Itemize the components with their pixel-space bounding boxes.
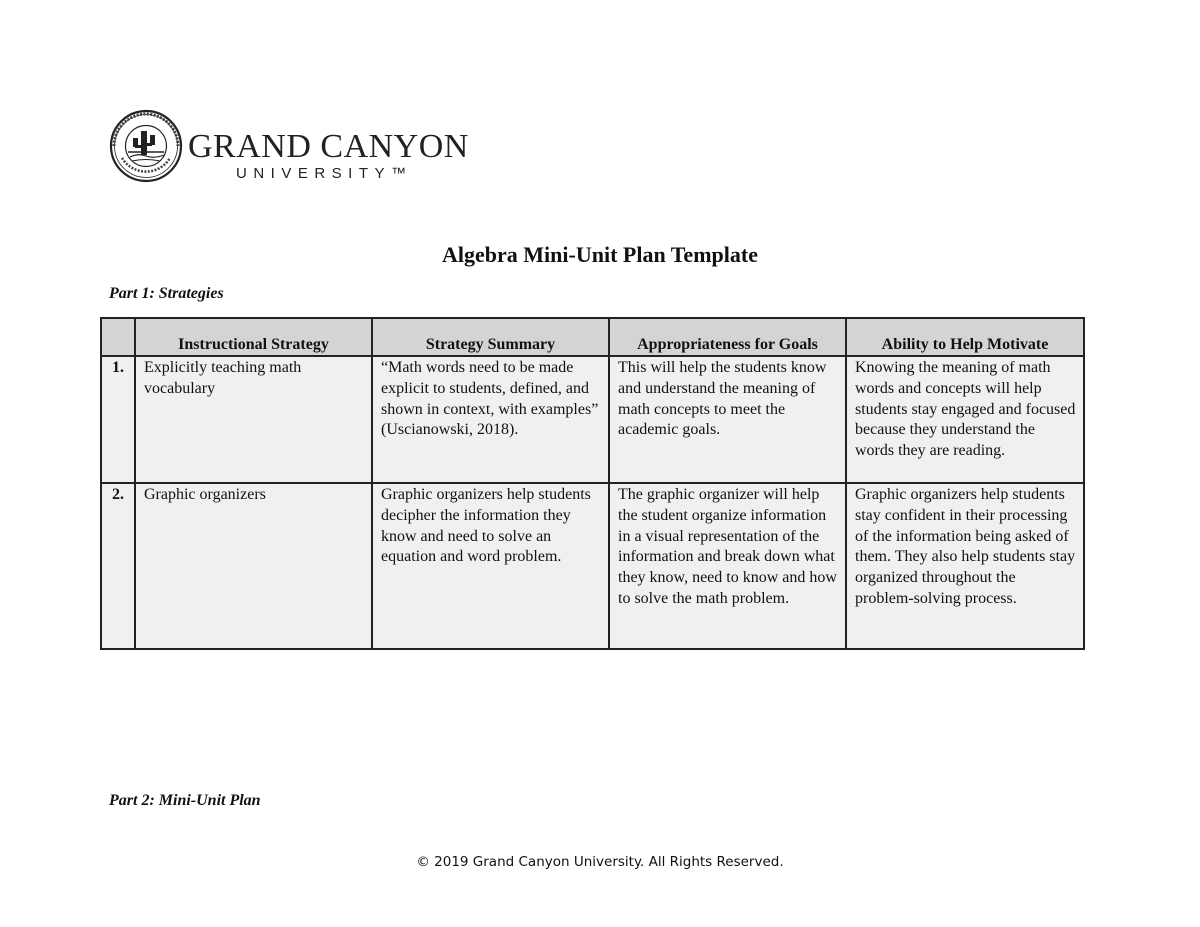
- cell-motivate: Graphic organizers help students stay confident in their processing of the information being asked of them. They also help students stay organized throughout the problem-solving process.: [846, 483, 1084, 649]
- cell-goals: The graphic organizer will help the student organize information in a visual representation of the information and break down what they know, need to know and how to solve the math problem.: [609, 483, 846, 649]
- university-logo: [108, 108, 469, 186]
- cell-motivate: Knowing the meaning of math words and concepts will help students stay engaged and focused because they understand the words they are reading.: [846, 356, 1084, 483]
- header-number: [101, 318, 135, 356]
- cell-strategy: Graphic organizers: [135, 483, 372, 649]
- table-header-row: [101, 318, 1084, 356]
- row-number: 1.: [101, 356, 135, 483]
- table-row: [101, 356, 1084, 483]
- logo-subtitle: UNIVERSITY™: [236, 165, 413, 182]
- table-row: [101, 483, 1084, 649]
- part1-heading: Part 1: Strategies: [109, 285, 224, 302]
- header-appropriateness-for-goals: Appropriateness for Goals: [609, 318, 846, 356]
- document-title: Algebra Mini-Unit Plan Template: [442, 242, 758, 267]
- university-seal-icon: [108, 108, 184, 184]
- header-strategy-summary: Strategy Summary: [372, 318, 609, 356]
- copyright-footer: © 2019 Grand Canyon University. All Rights Reserved.: [416, 854, 784, 870]
- cell-strategy: Explicitly teaching math vocabulary: [135, 356, 372, 483]
- header-ability-to-help-motivate: Ability to Help Motivate: [846, 318, 1084, 356]
- cell-goals: This will help the students know and understand the meaning of math concepts to meet the academic goals.: [609, 356, 846, 483]
- cell-summary: “Math words need to be made explicit to students, defined, and shown in context, with examples” (Uscianowski, 2018).: [372, 356, 609, 483]
- logo-wordmark: GRAND CANYON: [188, 128, 469, 165]
- part2-heading: Part 2: Mini-Unit Plan: [109, 792, 261, 809]
- header-instructional-strategy: Instructional Strategy: [135, 318, 372, 356]
- cell-summary: Graphic organizers help students decipher the information they know and need to solve an equation and word problem.: [372, 483, 609, 649]
- strategies-table: [100, 317, 1085, 650]
- row-number: 2.: [101, 483, 135, 649]
